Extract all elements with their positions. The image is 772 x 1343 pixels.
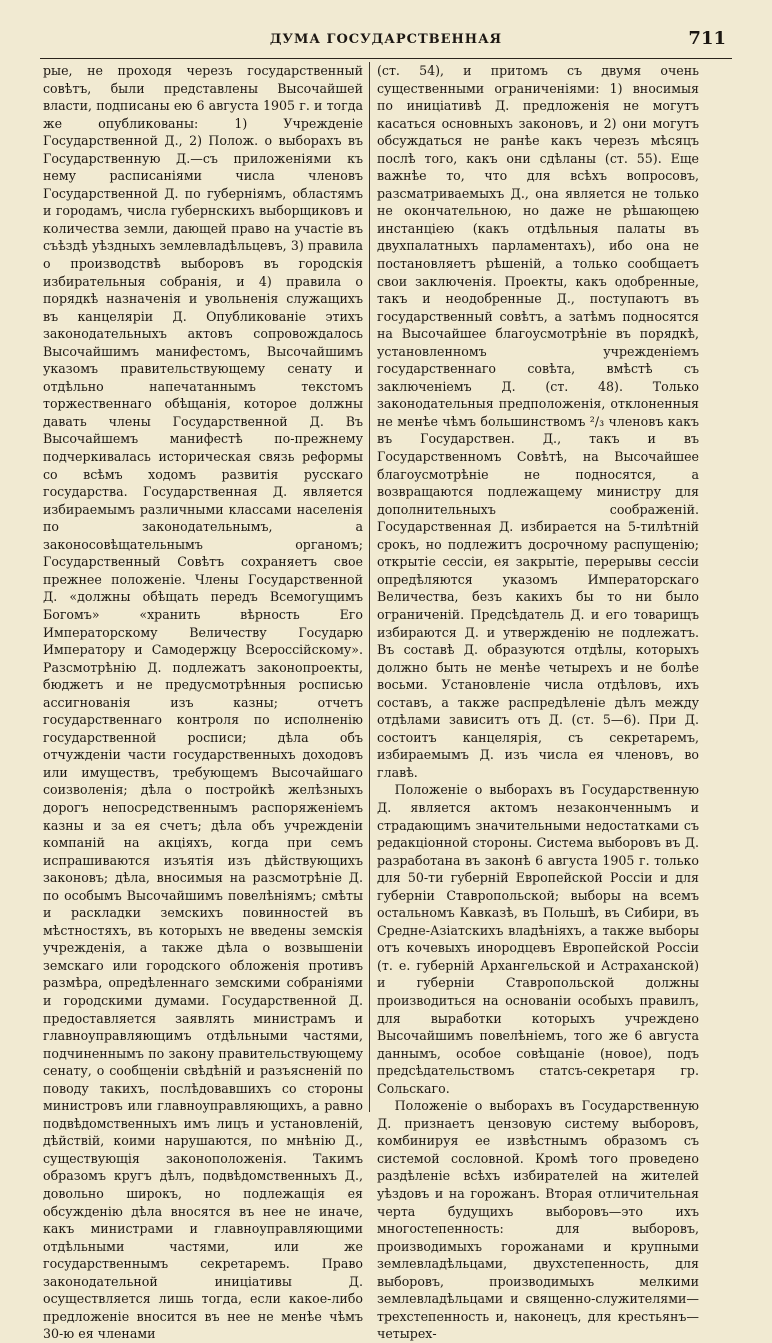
paragraph: Положеніе о выборахъ въ Государственную Д. признаетъ цензовую систему выборовъ, комбинируя ее извѣстнымъ образомъ съ системой сословной. Кромѣ того проведено раздѣленіе всѣхъ избирателей на жителей уѣздовъ и на горожанъ. Вторая отличительная черта будущихъ выборовъ—это ихъ многостепенность: для выборовъ, производимыхъ горожанами и крупными землевладѣльцами, двухстепенность, для выборовъ, производимыхъ мелкими землевладѣльцами и священно-служителями—трехстепенность и, наконецъ, для крестьянъ—четырех- bbox=[377, 1098, 699, 1342]
paragraph: (ст. 54), и притомъ съ двумя очень существенными ограниченіями: 1) вносимыя по иниціативѣ Д. предложенія не могутъ касаться основныхъ законовъ, и 2) они могутъ обсуждаться не ранѣе какъ черезъ мѣсяцъ послѣ того, какъ они сдѣланы (ст. 55). Еще важнѣе то, что для всѣхъ вопросовъ, разсматриваемыхъ Д., она является не только не окончательною, но даже не рѣшающею инстанціею (какъ отдѣльныя палаты въ двухпалатныхъ парламентахъ), ибо она не постановляетъ рѣшеній, а только сообщаетъ свои заключенія. Проекты, какъ одобренные, такъ и неодобренные Д., поступаютъ въ государственный совѣтъ, а затѣмъ подносятся на Высочайшее благоусмотрѣніе въ порядкѣ, установленномъ учрежденіемъ государственнаго совѣта, вмѣстѣ съ заключеніемъ Д. (ст. 48). Только законодательныя предположенія, отклоненныя не менѣе чѣмъ большинствомъ ²/₃ членовъ какъ въ Государствен. Д., такъ и въ Государственномъ Совѣтѣ, на Высочайшее благоусмотрѣніе не подносятся, а возвращаются подлежащему министру для дополнительныхъ соображеній. Государственная Д. избирается на 5-тилѣтній срокъ, но подлежитъ досрочному распущенію; открытіе сессіи, ея закрытіе, перерывы сессіи опредѣляются указомъ Императорскаго Величества, безъ какихъ бы то ни было ограниченій. Предсѣдатель Д. и его товарищъ избираются Д. и утвержденію не подлежатъ. Въ составѣ Д. образуются отдѣлы, которыхъ должно быть не менѣе четырехъ и не болѣе восьми. Установленіе числа отдѣловъ, ихъ составъ, а также распредѣленіе дѣлъ между отдѣлами зависитъ отъ Д. (ст. 5—6). При Д. состоитъ канцелярія, съ секретаремъ, избираемымъ Д. изъ числа ея членовъ, во главѣ. bbox=[377, 63, 699, 780]
running-title: ДУМА ГОСУДАРСТВЕННАЯ bbox=[269, 32, 503, 47]
page-header bbox=[40, 26, 732, 56]
left-column bbox=[43, 62, 363, 1342]
page-number: 711 bbox=[688, 28, 726, 49]
column-divider bbox=[369, 62, 370, 1112]
paragraph: Положеніе о выборахъ въ Государственную Д. является актомъ незаконченнымъ и страдающимъ значительными недостатками съ редакціонной стороны. Система выборовъ въ Д. разработана въ законѣ 6 августа 1905 г. только для 50-ти губерній Европейской Россіи и для губерніи Ставропольской; выборы на всемъ остальномъ Кавказѣ, въ Польшѣ, въ Сибири, въ Средне-Азіатскихъ владѣніяхъ, а также выборы отъ кочевыхъ инородцевъ Европейской Россіи (т. е. губерній Архангельской и Астраханской) и губерніи Ставропольской должны производиться на основаніи особыхъ правилъ, для выработки которыхъ учреждено Высочайшимъ повелѣніемъ, того же 6 августа даннымъ, особое совѣщаніе (новое), подъ предсѣдательствомъ статсъ-секретаря гр. Сольскаго. bbox=[377, 782, 699, 1096]
right-column bbox=[377, 62, 699, 1342]
paragraph: рые, не проходя черезъ государственный совѣтъ, были представлены Высочайшей власти, подписаны ею 6 августа 1905 г. и тогда же опубликованы: 1) Учрежденіе Государственной Д., 2) Полож. о выборахъ въ Государственную Д.—съ приложеніями къ нему расписаніями числа членовъ Государственной Д. по губерніямъ, областямъ и городамъ, числа губернскихъ выборщиковъ и количества земли, дающей право на участіе въ съѣздѣ уѣздныхъ землевладѣльцевъ, 3) правила о производствѣ выборовъ въ городскія избирательныя собранія, и 4) правила о порядкѣ назначенія и увольненія служащихъ въ канцеляріи Д. Опубликованіе этихъ законодательныхъ актовъ сопровождалось Высочайшимъ манифестомъ, Высочайшимъ указомъ правительствующему сенату и отдѣльно напечатаннымъ текстомъ торжественнаго обѣщанія, которое должны давать члены Государственной Д. Въ Высочайшемъ манифестѣ по-прежнему подчеркивалась историческая связь реформы со всѣмъ ходомъ развитія русскаго государства. Государственная Д. является избираемымъ различными классами населенія по законодательнымъ, а законосовѣщательнымъ органомъ; Государственный Совѣтъ сохраняетъ свое прежнее положеніе. Члены Государственной Д. «должны обѣщать передъ Всемогущимъ Богомъ» «хранить вѣрность Его Императорскому Величеству Государю Императору и Самодержцу Всероссійскому». Разсмотрѣнію Д. подлежатъ законопроекты, бюджетъ и не предусмотрѣнныя росписью ассигнованія изъ казны; отчетъ государственнаго контроля по исполненію государственной росписи; дѣла объ отчужденіи части государственныхъ доходовъ или имуществъ, требующемъ Высочайшаго соизволенія; дѣла о постройкѣ желѣзныхъ дорогъ непосредственнымъ распоряженіемъ казны и за ея счетъ; дѣла объ учрежденіи компаній на акціяхъ, когда при семъ испрашиваются изъятія изъ дѣйствующихъ законовъ; дѣла, вносимыя на разсмотрѣніе Д. по особымъ Высочайшимъ повелѣніямъ; смѣты и раскладки земскихъ повинностей въ мѣстностяхъ, въ которыхъ не введены земскія учрежденія, а также дѣла о возвышеніи земскаго или городского обложенія противъ размѣра, опредѣленнаго земскими собраніями и городскими думами. Государственной Д. предоставляется заявлять министрамъ и главноуправляющимъ отдѣльными частями, подчиненнымъ по закону правительствующему сенату, о сообщеніи свѣдѣній и разъясненій по поводу такихъ, послѣдовавшихъ со стороны министровъ или главноуправляющихъ, а равно подвѣдомственныхъ имъ лицъ и установленій, дѣйствій, коими нарушаются, по мнѣнію Д., существующія законоположенія. Такимъ образомъ кругъ дѣлъ, подвѣдомственныхъ Д., довольно широкъ, но подлежащія ея обсужденію дѣла вносятся въ нее не иначе, какъ министрами и главноуправляющими отдѣльными частями, или же государственнымъ секретаремъ. Право законодательной иниціативы Д. осуществляется лишь тогда, если какое-либо предложеніе вносится въ нее не менѣе чѣмъ 30-ю ея членами bbox=[43, 63, 363, 1342]
header-rule bbox=[40, 58, 732, 59]
